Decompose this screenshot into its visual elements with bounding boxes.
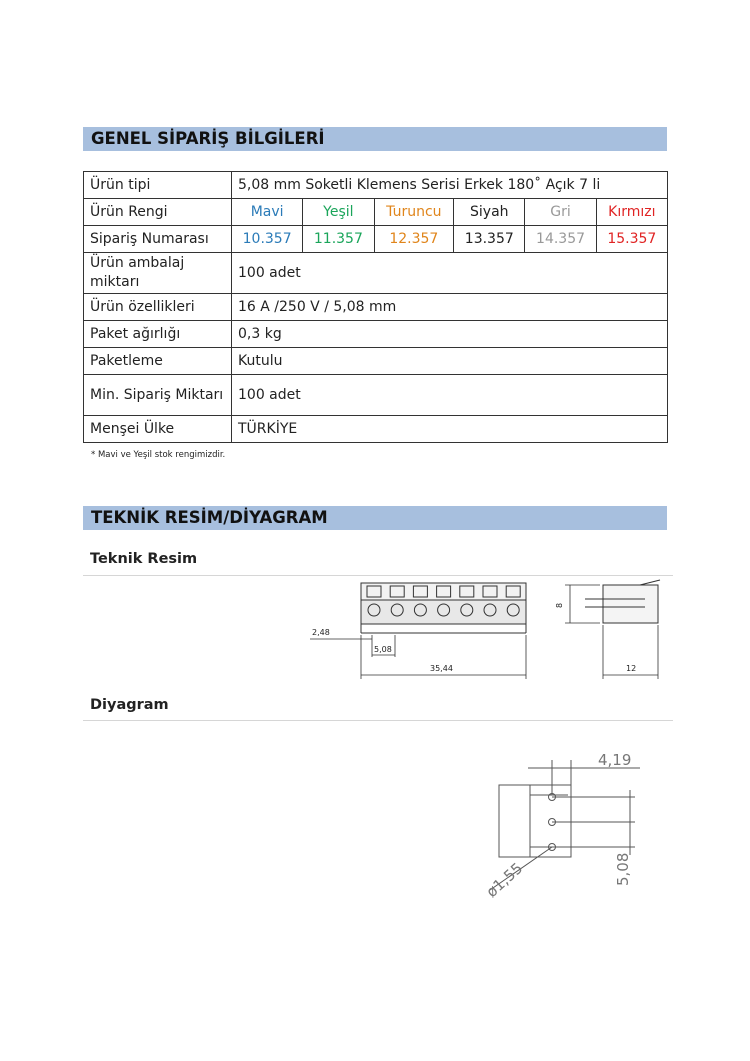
color-name-blue: Mavi [232,199,303,226]
dim-total-length: 35,44 [430,664,453,673]
dim-diagram-pitch: 5,08 [614,852,632,886]
color-name-orange: Turuncu [374,199,454,226]
table-row [84,416,668,443]
table-row [84,348,668,375]
connector-side-view [585,580,660,623]
origin-value: TÜRKİYE [232,416,668,443]
order-code-gray: 14.357 [525,226,596,253]
table-row [84,375,668,416]
order-code-blue: 10.357 [232,226,303,253]
features-label: Ürün özellikleri [84,294,232,321]
packaging-label: Paketleme [84,348,232,375]
min-order-label: Min. Sipariş Miktarı [84,375,232,416]
weight-value: 0,3 kg [232,321,668,348]
package-qty-value: 100 adet [232,253,668,294]
dim-depth: 12 [626,664,637,673]
order-info-table [83,171,668,443]
min-order-value: 100 adet [232,375,668,416]
order-code-black: 13.357 [454,226,525,253]
package-qty-label: Ürün ambalaj miktarı [84,253,232,294]
order-number-label: Sipariş Numarası [84,226,232,253]
product-color-label: Ürün Rengi [84,199,232,226]
table-row [84,253,668,294]
technical-drawing-heading: Teknik Resim [90,551,198,567]
color-name-green: Yeşil [303,199,374,226]
dim-hole-diameter: ø1,55 [482,859,527,901]
technical-heading: TEKNİK RESİM/DİYAGRAM [83,506,667,530]
table-row [84,321,668,348]
table-row [84,226,668,253]
order-code-red: 15.357 [596,226,667,253]
weight-label: Paket ağırlığı [84,321,232,348]
diagram-heading: Diyagram [90,697,169,713]
color-name-gray: Gri [525,199,596,226]
table-row [84,172,668,199]
stock-color-footnote: * Mavi ve Yeşil stok rengimizdir. [91,450,226,460]
divider [83,720,673,721]
product-type-value: 5,08 mm Soketli Klemens Serisi Erkek 180˚ Açık 7 li [232,172,668,199]
table-row [84,199,668,226]
color-name-red: Kırmızı [596,199,667,226]
dim-width: 4,19 [598,751,632,769]
dim-height: 8 [555,602,564,608]
terminal-diagram [0,740,750,920]
packaging-value: Kutulu [232,348,668,375]
origin-label: Menşei Ülke [84,416,232,443]
order-code-green: 11.357 [303,226,374,253]
technical-drawing [0,575,750,687]
general-info-heading: GENEL SİPARİŞ BİLGİLERİ [83,127,667,151]
product-type-label: Ürün tipi [84,172,232,199]
connector-front-view [361,583,526,633]
table-row [84,294,668,321]
features-value: 16 A /250 V / 5,08 mm [232,294,668,321]
order-code-orange: 12.357 [374,226,454,253]
color-name-black: Siyah [454,199,525,226]
dim-left-offset: 2,48 [312,628,330,637]
dim-pitch: 5,08 [374,645,392,654]
terminal-outline [499,785,571,857]
